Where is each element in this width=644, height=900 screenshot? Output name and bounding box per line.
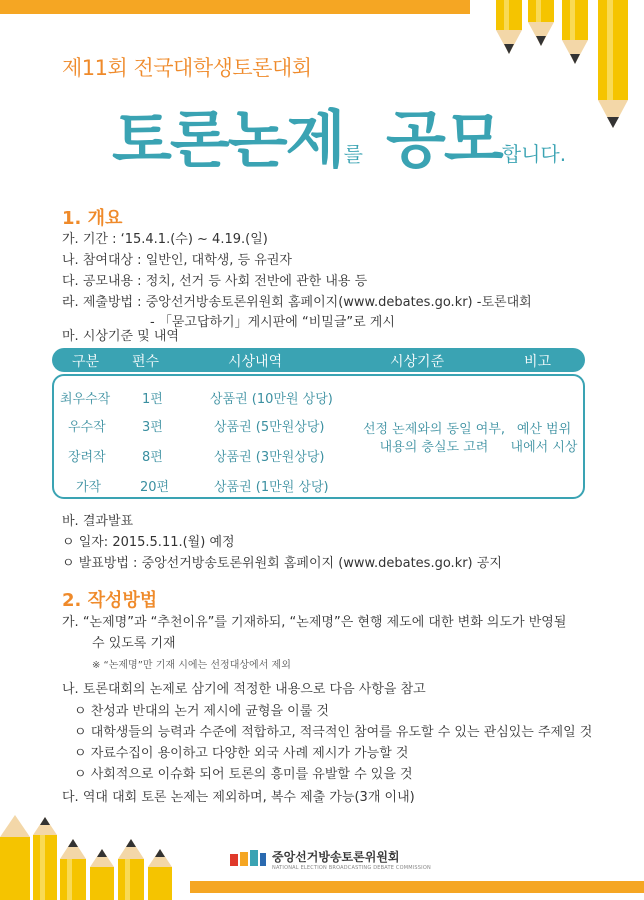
row2-count: 3편 xyxy=(142,420,163,435)
headline-part1: 토론논제 xyxy=(112,103,344,176)
header-prize: 시상내역 xyxy=(228,354,283,370)
results-method: ㅇ 발표방법 : 중앙선거방송토론위원회 홈페이지 (www.debates.go.kr) 공지 xyxy=(62,556,502,571)
overview-period: 가. 기간 : ‘15.4.1.(수) ~ 4.19.(일) xyxy=(62,232,268,247)
pencil-icon xyxy=(598,0,628,128)
method-b-bullet3: ㅇ 자료수집이 용이하고 다양한 외국 사례 제시가 가능할 것 xyxy=(74,746,409,761)
row4-count: 20편 xyxy=(140,480,170,495)
header-grade: 구분 xyxy=(72,354,100,370)
row3-count: 8편 xyxy=(142,450,163,465)
results-date: ㅇ 일자: 2015.5.11.(월) 예정 xyxy=(62,535,235,550)
method-c: 다. 역대 대회 토론 논제는 제외하며, 복수 제출 가능(3개 이내) xyxy=(62,790,415,805)
section1-title: 1. 개요 xyxy=(62,208,123,229)
row3-prize: 상품권 (3만원상당) xyxy=(214,450,325,465)
row4-grade: 가작 xyxy=(76,480,102,495)
header-remark: 비고 xyxy=(524,354,552,370)
criteria-line2: 내용의 충실도 고려 xyxy=(379,440,489,455)
method-b-bullet4: ㅇ 사회적으로 이슈화 되어 토론의 흥미를 유발할 수 있을 것 xyxy=(74,767,413,782)
method-b: 나. 토론대회의 논제로 삼기에 적정한 내용으로 다음 사항을 참고 xyxy=(62,682,426,697)
commission-logo xyxy=(230,846,530,876)
method-b-bullet2: ㅇ 대학생들의 능력과 수준에 적합하고, 적극적인 참여를 유도할 수 있는 관심있는 주제일 것 xyxy=(74,725,593,740)
pencil-icon xyxy=(528,0,554,46)
method-a-note: ※ “논제명”만 기재 시에는 선정대상에서 제외 xyxy=(92,660,291,671)
row1-count: 1편 xyxy=(142,392,163,407)
overview-method-detail: - 「묻고답하기」게시판에 “비밀글”로 게시 xyxy=(150,315,395,330)
pencil-decoration-bottom xyxy=(0,815,200,900)
overview-method: 라. 제출방법 : 중앙선거방송토론위원회 홈페이지(www.debates.go.kr) -토론대회 xyxy=(62,295,532,310)
pencil-icon xyxy=(60,839,86,900)
commission-logo-icon xyxy=(230,850,266,868)
pencil-icon xyxy=(90,849,114,900)
headline-particle: 를 xyxy=(343,142,363,166)
row1-prize: 상품권 (10만원 상당) xyxy=(210,392,333,407)
org-sub: NATIONAL ELECTION BROADCASTING DEBATE COMMISSION xyxy=(272,865,431,871)
pencil-icon xyxy=(496,0,522,54)
row1-grade: 최우수작 xyxy=(60,392,111,407)
row3-grade: 장려작 xyxy=(68,450,106,465)
bottom-orange-bar xyxy=(190,881,644,893)
results-title: 바. 결과발표 xyxy=(62,514,134,529)
overview-target: 나. 참여대상 : 일반인, 대학생, 등 유권자 xyxy=(62,253,292,268)
pencil-icon xyxy=(118,839,144,900)
overview-content: 다. 공모내용 : 정치, 선거 등 사회 전반에 관한 내용 등 xyxy=(62,274,368,289)
org-name: 중앙선거방송토론위원회 xyxy=(272,850,400,864)
headline-suffix: 합니다. xyxy=(501,142,567,166)
award-table-body xyxy=(52,374,585,499)
remark-line2: 내에서 시상 xyxy=(510,440,578,455)
headline-part2: 공모 xyxy=(386,103,502,176)
headline xyxy=(112,90,567,176)
overview-awards: 마. 시상기준 및 내역 xyxy=(62,329,179,344)
header-count: 편수 xyxy=(132,354,160,370)
pencil-icon xyxy=(148,849,172,900)
method-a-line1: 가. “논제명”과 “추천이유”를 기재하되, “논제명”은 현행 제도에 대한 변화 의도가 반영될 xyxy=(62,615,567,630)
pencil-icon xyxy=(562,0,588,64)
award-table-header xyxy=(52,348,585,372)
header-criteria: 시상기준 xyxy=(390,354,445,370)
pencil-icon xyxy=(0,815,30,900)
pencil-icon xyxy=(33,817,57,900)
row2-grade: 우수작 xyxy=(68,420,106,435)
row2-prize: 상품권 (5만원상당) xyxy=(214,420,325,435)
event-subtitle: 제11회 전국대학생토론대회 xyxy=(62,56,312,80)
row4-prize: 상품권 (1만원 상당) xyxy=(214,480,329,495)
section2-title: 2. 작성방법 xyxy=(62,590,158,611)
method-a-line2: 수 있도록 기재 xyxy=(92,636,176,651)
criteria-line1: 선정 논제와의 동일 여부, xyxy=(362,422,506,437)
remark-line1: 예산 범위 xyxy=(516,422,572,437)
method-b-bullet1: ㅇ 찬성과 반대의 논거 제시에 균형을 이룰 것 xyxy=(74,704,329,719)
top-orange-bar xyxy=(0,0,470,14)
